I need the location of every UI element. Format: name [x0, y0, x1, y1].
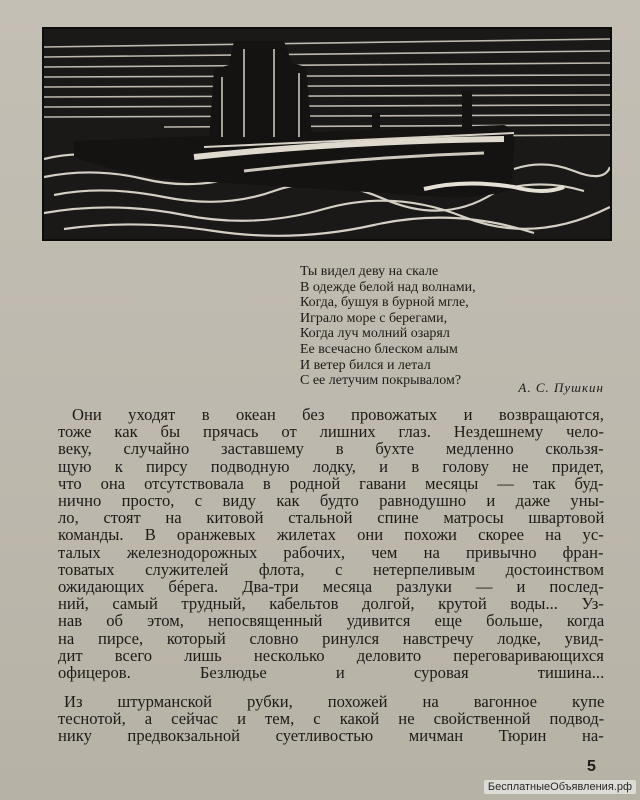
poem-line: Играло море с берегами,	[300, 310, 448, 326]
text-line: ло, стоят на китовой стальной спине матросы швартовой	[58, 508, 605, 528]
epigraph-poem	[300, 264, 600, 389]
text-line: Они уходят в океан без провожатых и возвращаются,	[72, 405, 604, 424]
text-line: талых железнодорожных рабочих, чем на привычно фран-	[58, 542, 604, 562]
text-line: щую к пирсу подводную лодку, и в голову не придет,	[58, 456, 604, 476]
text-line: ожидающих бéрега. Два-три месяца разлуки — и послед-	[58, 577, 604, 597]
poem-line: В одежде белой над волнами,	[300, 279, 476, 295]
text-line: веку, случайно заставшему в бухте медленно скользя-	[58, 439, 604, 459]
text-line: нично просто, с виду как будто равнодушно и даже уны-	[58, 491, 605, 511]
submarine-woodcut-icon	[44, 29, 610, 239]
text-line: ний, самый трудный, кабельтов долгой, крутой воды... Уз-	[58, 594, 604, 614]
body-paragraph-1	[58, 406, 604, 681]
poem-line: Когда, бушуя в бурной мгле,	[300, 295, 469, 311]
poem-line: Ее всечасно блеском алым	[300, 341, 458, 357]
text-line: товатых служителей флота, с нетерпеливым достоинством	[58, 559, 605, 579]
submarine-woodcut-illustration	[42, 27, 612, 241]
text-line: офицеров. Безлюдье и суровая тишина...	[58, 663, 605, 683]
text-line: что она отсутствовала в родной гавани месяцы — так буд-	[58, 473, 604, 493]
epigraph-author: А. С. Пушкин	[518, 380, 604, 395]
poem-line: И ветер бился и летал	[300, 357, 431, 373]
text-line: дит всего лишь несколько деловито переговаривающихся	[58, 645, 604, 665]
page-number: 5	[587, 758, 596, 775]
watermark: БесплатныеОбъявления.рф	[484, 780, 636, 794]
poem-line: С ее летучим покрывалом?	[300, 373, 462, 389]
text-line: теснотой, а сейчас и тем, с какой не свойственной подвод-	[58, 709, 605, 729]
text-line: нику предвокзальной суетливостью мичман Тюрин на-	[58, 726, 604, 746]
text-line: тоже как бы прячась от лишних глаз. Нездешнему чело-	[58, 422, 604, 442]
text-line: нав об этом, непосвященный удивится еще больше, когда	[58, 611, 605, 631]
poem-line: Когда луч молний озарял	[300, 326, 450, 342]
text-line: команды. В оранжевых жилетах они похожи скорее на ус-	[58, 525, 604, 545]
text-line: на пирсе, который словно ринулся навстречу лодке, увид-	[58, 628, 604, 648]
text-line: Из штурманской рубки, похожей на вагонное купе	[64, 692, 605, 711]
body-paragraph-2	[58, 693, 604, 745]
poem-line: Ты видел деву на скале	[300, 264, 439, 279]
